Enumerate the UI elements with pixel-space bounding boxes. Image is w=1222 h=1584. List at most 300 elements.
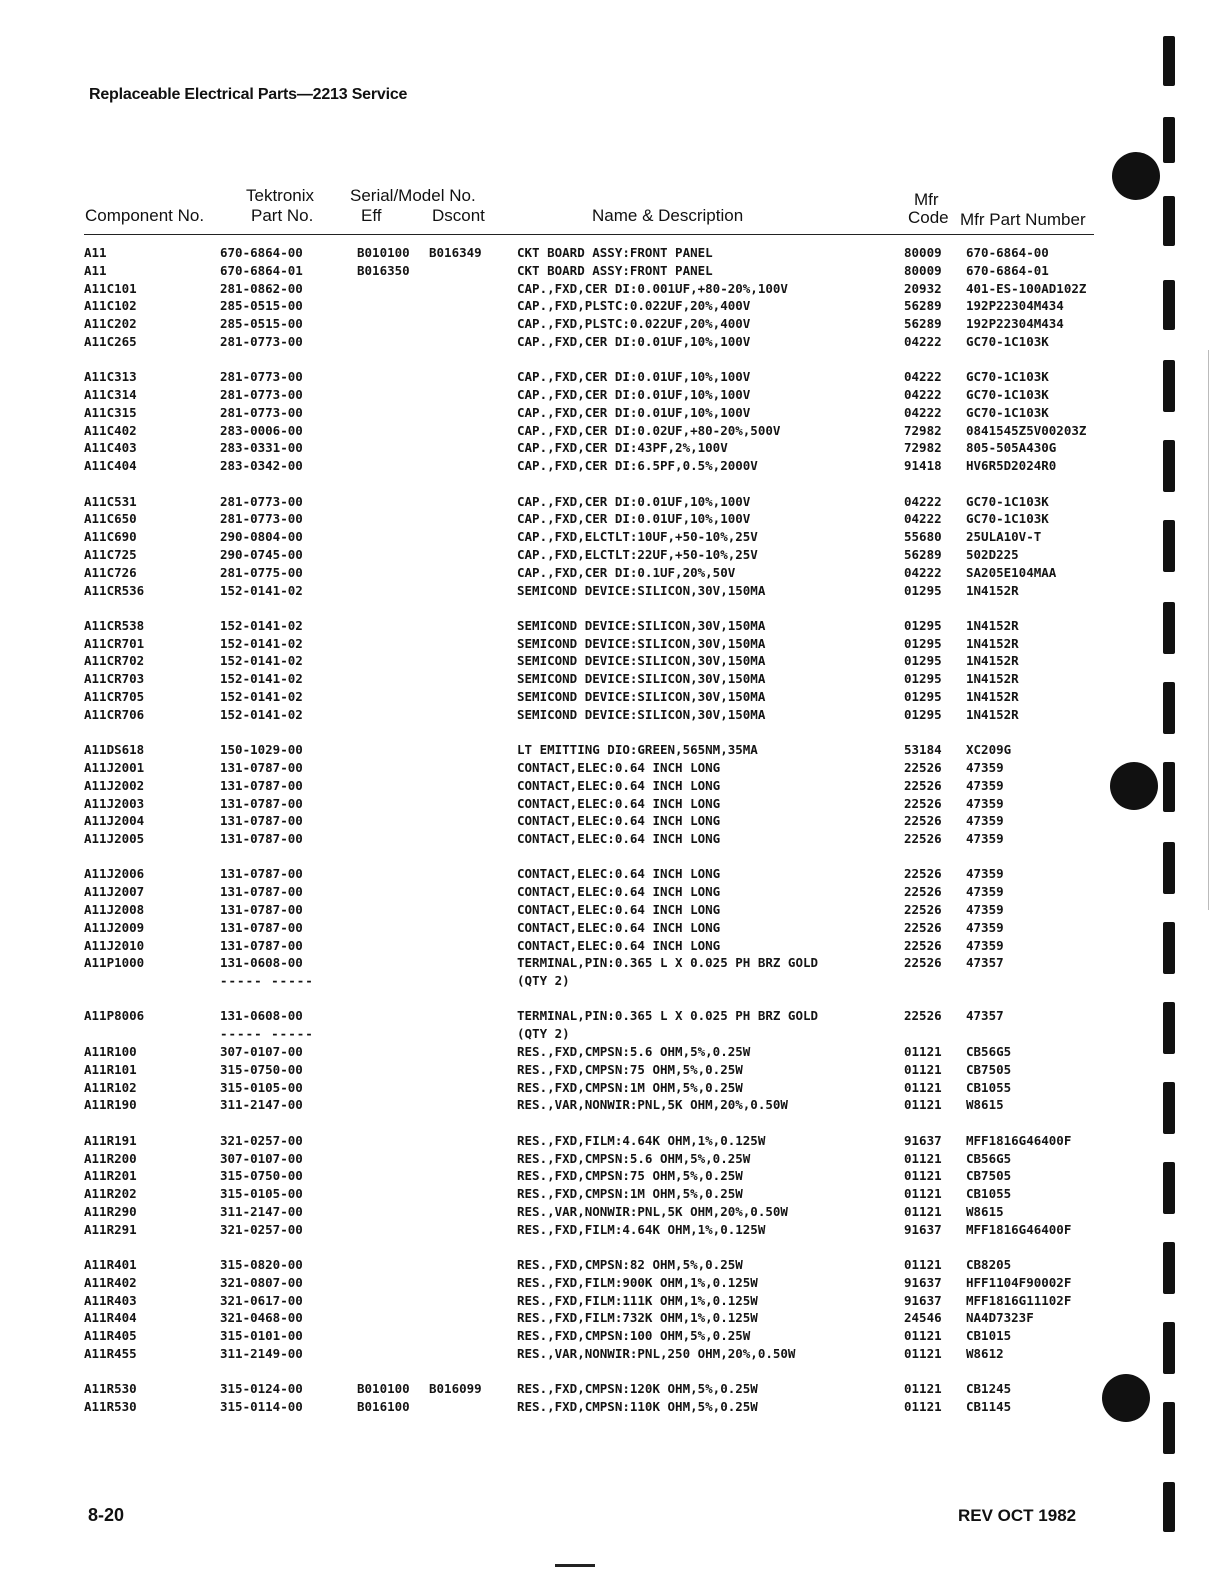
table-row [84, 830, 1114, 848]
part-description: SEMICOND DEVICE:SILICON,30V,150MA [517, 689, 766, 705]
table-row [84, 333, 1114, 351]
mfr-code: 04222 [904, 511, 942, 527]
component-no: A11C726 [84, 564, 137, 580]
part-description: RES.,VAR,NONWIR:PNL,5K OHM,20%,0.50W [517, 1203, 788, 1219]
component-no: A11P1000 [84, 955, 145, 971]
part-description: RES.,FXD,CMPSN:5.6 OHM,5%,0.25W [517, 1150, 751, 1166]
component-no: A11R402 [84, 1274, 137, 1290]
tek-part-no: 315-0750-00 [220, 1168, 303, 1184]
page-edge-line [1208, 350, 1209, 910]
tek-part-no: 315-0750-00 [220, 1061, 303, 1077]
mfr-code: 22526 [904, 919, 942, 935]
tek-part-no: 281-0773-00 [220, 387, 303, 403]
mfr-part-number: 192P22304M434 [966, 298, 1064, 314]
table-row [84, 1079, 1114, 1097]
part-group [84, 1132, 1114, 1239]
part-description: RES.,FXD,CMPSN:120K OHM,5%,0.25W [517, 1381, 758, 1397]
mfr-code: 01121 [904, 1328, 942, 1344]
col-serial-eff: Eff [361, 206, 382, 225]
mfr-code: 55680 [904, 529, 942, 545]
mfr-code: 01121 [904, 1399, 942, 1415]
mfr-part-number: NA4D7323F [966, 1310, 1034, 1326]
component-no: A11C265 [84, 333, 137, 349]
component-no: A11J2007 [84, 884, 145, 900]
mfr-part-number: 47359 [966, 902, 1004, 917]
part-description: CONTACT,ELEC:0.64 INCH LONG [517, 831, 721, 847]
mfr-part-number: 47359 [966, 831, 1004, 847]
serial-eff: B016350 [357, 262, 410, 278]
mfr-part-number: 670-6864-01 [966, 262, 1049, 278]
component-no: A11J2010 [84, 937, 145, 953]
mfr-part-number: CB7505 [966, 1061, 1012, 1077]
mfr-code: 04222 [904, 333, 942, 349]
mfr-code: 01121 [904, 1061, 942, 1077]
part-group [84, 1007, 1114, 1114]
binding-bar-mark [1163, 117, 1175, 163]
component-no: A11C403 [84, 440, 137, 456]
component-no: A11J2002 [84, 777, 145, 793]
mfr-part-number: 1N4152R [966, 706, 1019, 722]
tek-part-no: 283-0331-00 [220, 440, 303, 456]
mfr-code: 01295 [904, 671, 942, 687]
mfr-part-number: MFF1816G46400F [966, 1221, 1072, 1237]
mfr-code: 91637 [904, 1132, 942, 1148]
part-description: RES.,FXD,FILM:732K OHM,1%,0.125W [517, 1310, 758, 1326]
page-header: Replaceable Electrical Parts—2213 Service [89, 86, 408, 103]
part-description: RES.,FXD,CMPSN:5.6 OHM,5%,0.25W [517, 1044, 751, 1060]
component-no: A11R404 [84, 1310, 137, 1326]
mfr-code: 22526 [904, 831, 942, 847]
tek-part-no: 315-0114-00 [220, 1399, 303, 1415]
table-row [84, 795, 1114, 813]
table-row [84, 670, 1114, 688]
mfr-code: 24546 [904, 1310, 942, 1326]
part-description: SEMICOND DEVICE:SILICON,30V,150MA [517, 582, 766, 598]
mfr-part-number: CB56G5 [966, 1044, 1012, 1060]
binding-bar-mark [1163, 1082, 1175, 1134]
tek-part-no: 321-0617-00 [220, 1292, 303, 1308]
mfr-code: 22526 [904, 902, 942, 917]
mfr-part-number: XC209G [966, 742, 1012, 758]
tek-part-no: 281-0773-00 [220, 511, 303, 527]
mfr-code: 91637 [904, 1221, 942, 1237]
component-no: A11R191 [84, 1132, 137, 1148]
mfr-code: 01295 [904, 635, 942, 651]
mfr-code: 01295 [904, 617, 942, 633]
binding-bar-mark [1163, 682, 1175, 734]
mfr-part-number: 1N4152R [966, 653, 1019, 669]
mfr-part-number: 47359 [966, 813, 1004, 829]
part-description: CAP.,FXD,CER DI:0.01UF,10%,100V [517, 493, 751, 509]
table-row [84, 635, 1114, 653]
component-no: A11CR538 [84, 617, 145, 633]
part-description: SEMICOND DEVICE:SILICON,30V,150MA [517, 617, 766, 633]
mfr-code: 01295 [904, 653, 942, 669]
table-row [84, 777, 1114, 795]
serial-eff: B010100 [357, 245, 410, 260]
serial-dscont: B016349 [429, 245, 482, 260]
component-no: A11DS618 [84, 742, 145, 758]
binding-bar-mark [1163, 1322, 1175, 1374]
mfr-part-number: 47359 [966, 777, 1004, 793]
tek-part-no: 152-0141-02 [220, 689, 303, 705]
tek-part-no: 131-0787-00 [220, 759, 303, 775]
component-no: A11C313 [84, 369, 137, 385]
part-description: CONTACT,ELEC:0.64 INCH LONG [517, 777, 721, 793]
table-row [84, 901, 1114, 919]
table-row [84, 1256, 1114, 1274]
mfr-code: 01295 [904, 689, 942, 705]
binding-bar-mark [1163, 602, 1175, 654]
binding-bar-mark [1163, 842, 1175, 894]
mfr-code: 01121 [904, 1203, 942, 1219]
part-description: LT EMITTING DIO:GREEN,565NM,35MA [517, 742, 758, 758]
part-description: RES.,FXD,CMPSN:82 OHM,5%,0.25W [517, 1257, 743, 1273]
table-row [84, 1221, 1114, 1239]
part-description: CAP.,FXD,CER DI:6.5PF,0.5%,2000V [517, 458, 758, 474]
part-description: RES.,VAR,NONWIR:PNL,5K OHM,20%,0.50W [517, 1097, 788, 1113]
mfr-part-number: GC70-1C103K [966, 369, 1049, 385]
mfr-part-number: 47359 [966, 884, 1004, 900]
tek-part-no: 131-0608-00 [220, 955, 303, 971]
mfr-part-number: CB1055 [966, 1186, 1012, 1202]
component-no: A11R290 [84, 1203, 137, 1219]
tek-part-no: 131-0608-00 [220, 1008, 303, 1024]
mfr-code: 04222 [904, 564, 942, 580]
component-no: A11R530 [84, 1381, 137, 1397]
part-description: CKT BOARD ASSY:FRONT PANEL [517, 245, 713, 260]
component-no: A11R202 [84, 1186, 137, 1202]
table-row [84, 368, 1114, 386]
mfr-code: 80009 [904, 262, 942, 278]
component-no: A11J2008 [84, 902, 145, 917]
mfr-part-number: CB7505 [966, 1168, 1012, 1184]
mfr-code: 01121 [904, 1044, 942, 1060]
component-no: A11R530 [84, 1399, 137, 1415]
serial-eff: B016100 [357, 1399, 410, 1415]
mfr-code: 01121 [904, 1346, 942, 1362]
table-row [84, 528, 1114, 546]
mfr-part-number: SA205E104MAA [966, 564, 1057, 580]
binding-bar-mark [1163, 196, 1175, 246]
part-description: RES.,FXD,FILM:900K OHM,1%,0.125W [517, 1274, 758, 1290]
tek-part-no: 131-0787-00 [220, 777, 303, 793]
part-description: CONTACT,ELEC:0.64 INCH LONG [517, 937, 721, 953]
tek-part-no: 281-0773-00 [220, 333, 303, 349]
table-row [84, 457, 1114, 475]
mfr-code: 72982 [904, 422, 942, 438]
part-description: RES.,FXD,FILM:111K OHM,1%,0.125W [517, 1292, 758, 1308]
part-description: RES.,VAR,NONWIR:PNL,250 OHM,20%,0.50W [517, 1346, 796, 1362]
tek-part-no: 152-0141-02 [220, 653, 303, 669]
part-description: TERMINAL,PIN:0.365 L X 0.025 PH BRZ GOLD [517, 1008, 819, 1024]
tek-part-no: 150-1029-00 [220, 742, 303, 758]
component-no: A11C404 [84, 458, 137, 474]
mfr-code: 72982 [904, 440, 942, 456]
tek-part-no: 281-0773-00 [220, 493, 303, 509]
component-no: A11 [84, 262, 107, 278]
tek-part-no: 131-0787-00 [220, 919, 303, 935]
part-description: CONTACT,ELEC:0.64 INCH LONG [517, 813, 721, 829]
table-row [84, 564, 1114, 582]
part-description: CONTACT,ELEC:0.64 INCH LONG [517, 795, 721, 811]
tek-part-no: 281-0862-00 [220, 280, 303, 296]
component-no: A11J2001 [84, 759, 145, 775]
table-row [84, 1274, 1114, 1292]
component-no: A11CR536 [84, 582, 145, 598]
component-no: A11R102 [84, 1079, 137, 1095]
mfr-part-number: CB1245 [966, 1381, 1012, 1397]
mfr-part-number: 805-505A430G [966, 440, 1057, 456]
mfr-part-number: W8615 [966, 1203, 1004, 1219]
component-no: A11J2003 [84, 795, 145, 811]
tek-part-no: 311-2149-00 [220, 1346, 303, 1362]
component-no: A11CR705 [84, 689, 145, 705]
component-no: A11J2004 [84, 813, 145, 829]
binding-bar-mark [1163, 1242, 1175, 1294]
part-description: RES.,FXD,CMPSN:100 OHM,5%,0.25W [517, 1328, 751, 1344]
table-row [84, 297, 1114, 315]
table-row [84, 1096, 1114, 1114]
bottom-tick-mark [555, 1564, 595, 1567]
part-description: CAP.,FXD,PLSTC:0.022UF,20%,400V [517, 298, 751, 314]
mfr-part-number: W8615 [966, 1097, 1004, 1113]
mfr-code: 04222 [904, 404, 942, 420]
mfr-part-number: 1N4152R [966, 582, 1019, 598]
part-description: RES.,FXD,CMPSN:75 OHM,5%,0.25W [517, 1168, 743, 1184]
table-row [84, 652, 1114, 670]
part-description: CKT BOARD ASSY:FRONT PANEL [517, 262, 713, 278]
table-row [84, 759, 1114, 777]
mfr-code: 56289 [904, 316, 942, 332]
component-no: A11R201 [84, 1168, 137, 1184]
binding-hole-mark [1110, 762, 1158, 810]
binding-bar-mark [1163, 360, 1175, 412]
mfr-code: 22526 [904, 866, 942, 882]
mfr-part-number: 47359 [966, 937, 1004, 953]
part-description: SEMICOND DEVICE:SILICON,30V,150MA [517, 671, 766, 687]
part-description: CAP.,FXD,PLSTC:0.022UF,20%,400V [517, 316, 751, 332]
tek-part-no: 131-0787-00 [220, 902, 303, 917]
tek-part-no: 315-0105-00 [220, 1079, 303, 1095]
mfr-code: 22526 [904, 777, 942, 793]
mfr-part-number: 47357 [966, 955, 1004, 971]
mfr-part-number: 0841545Z5V00203Z [966, 422, 1087, 438]
mfr-part-number: 47357 [966, 1008, 1004, 1024]
component-no: A11CR706 [84, 706, 145, 722]
tek-part-no: 311-2147-00 [220, 1097, 303, 1113]
tek-part-no: 281-0773-00 [220, 404, 303, 420]
mfr-code: 56289 [904, 298, 942, 314]
binding-bar-mark [1163, 762, 1175, 812]
part-description: RES.,FXD,CMPSN:110K OHM,5%,0.25W [517, 1399, 758, 1415]
component-no: A11R291 [84, 1221, 137, 1237]
mfr-part-number: CB56G5 [966, 1150, 1012, 1166]
mfr-code: 22526 [904, 795, 942, 811]
binding-bar-mark [1163, 1482, 1175, 1532]
part-description: CAP.,FXD,ELCTLT:10UF,+50-10%,25V [517, 529, 758, 545]
mfr-code: 80009 [904, 245, 942, 260]
table-row [84, 404, 1114, 422]
component-no: A11R190 [84, 1097, 137, 1113]
table-row [84, 937, 1114, 955]
part-description: CAP.,FXD,CER DI:0.01UF,10%,100V [517, 369, 751, 385]
binding-bar-mark [1163, 280, 1175, 330]
tek-part-no: 152-0141-02 [220, 635, 303, 651]
serial-dscont: B016099 [429, 1381, 482, 1397]
mfr-part-number: 1N4152R [966, 617, 1019, 633]
mfr-code: 04222 [904, 369, 942, 385]
part-description: CONTACT,ELEC:0.64 INCH LONG [517, 866, 721, 882]
mfr-part-number: 502D225 [966, 546, 1019, 562]
binding-bar-mark [1163, 440, 1175, 492]
part-description: CAP.,FXD,CER DI:0.01UF,10%,100V [517, 404, 751, 420]
mfr-code: 01121 [904, 1097, 942, 1113]
revision-date: REV OCT 1982 [958, 1506, 1077, 1525]
header-rule [84, 234, 1094, 235]
tek-part-no: 321-0257-00 [220, 1132, 303, 1148]
table-row [84, 865, 1114, 883]
mfr-part-number: 401-ES-100AD102Z [966, 280, 1087, 296]
mfr-part-number: 47359 [966, 759, 1004, 775]
mfr-code: 22526 [904, 955, 942, 971]
tek-part-no: 290-0745-00 [220, 546, 303, 562]
binding-bar-mark [1163, 1162, 1175, 1214]
component-no: A11CR701 [84, 635, 145, 651]
tek-part-no: 285-0515-00 [220, 298, 303, 314]
mfr-part-number: 192P22304M434 [966, 316, 1064, 332]
component-no: A11CR703 [84, 671, 145, 687]
tek-part-no: 131-0787-00 [220, 813, 303, 829]
mfr-code: 56289 [904, 546, 942, 562]
part-description: RES.,FXD,CMPSN:1M OHM,5%,0.25W [517, 1079, 743, 1095]
page-number: 8-20 [88, 1505, 125, 1525]
part-description: TERMINAL,PIN:0.365 L X 0.025 PH BRZ GOLD [517, 955, 819, 971]
table-row [84, 617, 1114, 635]
table-row [84, 546, 1114, 564]
mfr-code: 91637 [904, 1274, 942, 1290]
table-row [84, 386, 1114, 404]
mfr-code: 22526 [904, 1008, 942, 1024]
mfr-part-number: 670-6864-00 [966, 245, 1049, 260]
part-description: CAP.,FXD,ELCTLT:22UF,+50-10%,25V [517, 546, 758, 562]
mfr-part-number: MFF1816G11102F [966, 1292, 1072, 1308]
serial-eff: B010100 [357, 1381, 410, 1397]
table-row [84, 1345, 1114, 1363]
mfr-code: 01121 [904, 1168, 942, 1184]
col-mfr-line2: Code [908, 208, 949, 227]
component-no: A11J2009 [84, 919, 145, 935]
table-row [84, 1043, 1114, 1061]
table-row [84, 1398, 1114, 1416]
part-group [84, 1380, 1114, 1416]
tek-part-no: 131-0787-00 [220, 831, 303, 847]
binding-bar-mark [1163, 1002, 1175, 1054]
tek-part-no: 152-0141-02 [220, 671, 303, 687]
table-row [84, 262, 1114, 280]
alt-part-dashes: ----- ----- [220, 973, 314, 989]
mfr-code: 01121 [904, 1381, 942, 1397]
mfr-code: 01121 [904, 1150, 942, 1166]
component-no: A11R403 [84, 1292, 137, 1308]
mfr-code: 01121 [904, 1186, 942, 1202]
mfr-part-number: CB1145 [966, 1399, 1012, 1415]
tek-part-no: 131-0787-00 [220, 795, 303, 811]
table-row [84, 280, 1114, 298]
binding-hole-mark [1102, 1374, 1150, 1422]
table-row [84, 1327, 1114, 1345]
component-no: A11R455 [84, 1346, 137, 1362]
table-row [84, 1185, 1114, 1203]
mfr-part-number: MFF1816G46400F [966, 1132, 1072, 1148]
tek-part-no: 281-0773-00 [220, 369, 303, 385]
mfr-part-number: CB1015 [966, 1328, 1012, 1344]
mfr-code: 91418 [904, 458, 942, 474]
part-description: SEMICOND DEVICE:SILICON,30V,150MA [517, 653, 766, 669]
component-no: A11R401 [84, 1257, 137, 1273]
table-row [84, 954, 1114, 990]
component-no: A11R101 [84, 1061, 137, 1077]
tek-part-no: 131-0787-00 [220, 884, 303, 900]
mfr-part-number: HFF1104F90002F [966, 1274, 1072, 1290]
mfr-code: 04222 [904, 387, 942, 403]
mfr-code: 20932 [904, 280, 942, 296]
table-row [84, 1292, 1114, 1310]
part-description: CAP.,FXD,CER DI:0.01UF,10%,100V [517, 511, 751, 527]
component-no: A11P8006 [84, 1008, 145, 1024]
component-no: A11C315 [84, 404, 137, 420]
mfr-part-number: GC70-1C103K [966, 493, 1049, 509]
table-row [84, 510, 1114, 528]
mfr-part-number: GC70-1C103K [966, 404, 1049, 420]
component-no: A11 [84, 245, 107, 260]
tek-part-no: 131-0787-00 [220, 937, 303, 953]
part-description: CONTACT,ELEC:0.64 INCH LONG [517, 919, 721, 935]
table-row [84, 1132, 1114, 1150]
tek-part-no: 321-0257-00 [220, 1221, 303, 1237]
col-name-description: Name & Description [592, 206, 744, 225]
tek-part-no: 152-0141-02 [220, 617, 303, 633]
mfr-code: 01121 [904, 1257, 942, 1273]
tek-part-no: 307-0107-00 [220, 1150, 303, 1166]
mfr-code: 22526 [904, 937, 942, 953]
tek-part-no: 670-6864-00 [220, 245, 303, 260]
tek-part-no: 152-0141-02 [220, 706, 303, 722]
table-row [84, 688, 1114, 706]
mfr-part-number: CB1055 [966, 1079, 1012, 1095]
mfr-code: 01121 [904, 1079, 942, 1095]
table-row [84, 422, 1114, 440]
mfr-code: 01295 [904, 706, 942, 722]
part-description: CONTACT,ELEC:0.64 INCH LONG [517, 902, 721, 917]
table-row [84, 1203, 1114, 1221]
tek-part-no: 311-2147-00 [220, 1203, 303, 1219]
part-description: SEMICOND DEVICE:SILICON,30V,150MA [517, 706, 766, 722]
part-description: RES.,FXD,FILM:4.64K OHM,1%,0.125W [517, 1132, 766, 1148]
col-mfr-part-number: Mfr Part Number [960, 210, 1086, 229]
component-no: A11C650 [84, 511, 137, 527]
part-group [84, 493, 1114, 600]
mfr-part-number: GC70-1C103K [966, 333, 1049, 349]
tek-part-no: 283-0006-00 [220, 422, 303, 438]
tek-part-no: 321-0468-00 [220, 1310, 303, 1326]
binding-hole-mark [1112, 152, 1160, 200]
tek-part-no: 307-0107-00 [220, 1044, 303, 1060]
table-row [84, 919, 1114, 937]
table-row [84, 493, 1114, 511]
part-description: CAP.,FXD,CER DI:0.02UF,+80-20%,500V [517, 422, 781, 438]
mfr-code: 04222 [904, 493, 942, 509]
